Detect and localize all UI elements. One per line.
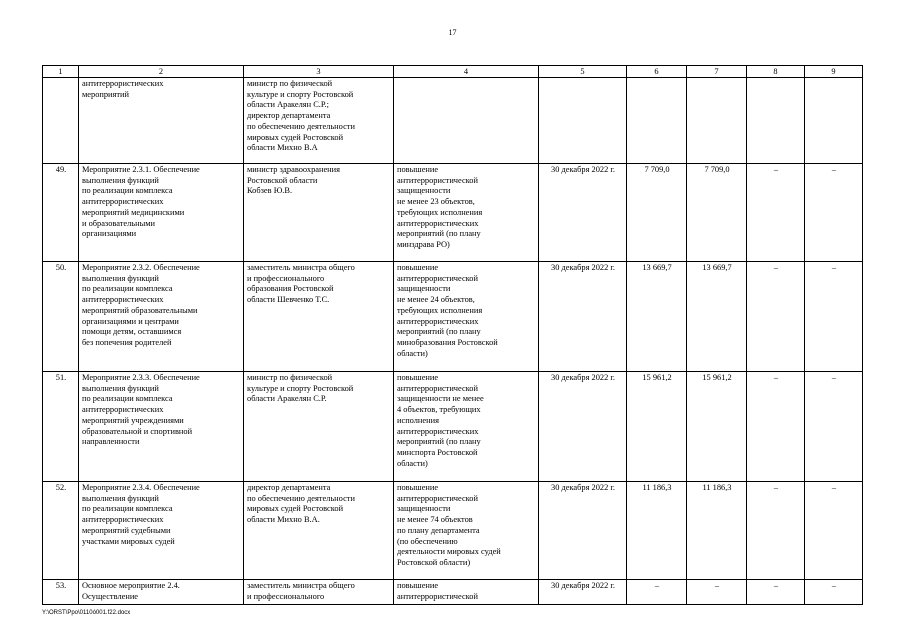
value-col7: 15 961,2 (687, 372, 747, 482)
expected-result: повышение антитеррористической (394, 580, 539, 605)
col-header: 8 (747, 66, 805, 78)
value-col9: – (805, 262, 863, 372)
row-number (43, 78, 79, 164)
value-col9 (805, 78, 863, 164)
deadline: 30 декабря 2022 г. (539, 262, 627, 372)
responsible-executor: заместитель министра общего и профессионального (244, 580, 394, 605)
col-header: 3 (244, 66, 394, 78)
deadline (539, 78, 627, 164)
col-header: 9 (805, 66, 863, 78)
value-col6: 7 709,0 (627, 164, 687, 262)
program-table (42, 65, 863, 605)
table-row (43, 482, 863, 580)
table-row (43, 372, 863, 482)
file-path-footer: Y:\ORST\Ppo\0110ó001.f22.docx (42, 610, 131, 616)
value-col8: – (747, 372, 805, 482)
col-header: 5 (539, 66, 627, 78)
row-number: 49. (43, 164, 79, 262)
col-header: 2 (79, 66, 244, 78)
col-header: 4 (394, 66, 539, 78)
responsible-executor: заместитель министра общего и профессионального образования Ростовской области Шевченко Т.С. (244, 262, 394, 372)
value-col7: 7 709,0 (687, 164, 747, 262)
row-number: 53. (43, 580, 79, 605)
activity-name: Основное мероприятие 2.4. Осуществление (79, 580, 244, 605)
value-col7: 13 669,7 (687, 262, 747, 372)
deadline: 30 декабря 2022 г. (539, 580, 627, 605)
column-number-row (43, 66, 863, 78)
value-col7: – (687, 580, 747, 605)
col-header: 7 (687, 66, 747, 78)
value-col6: – (627, 580, 687, 605)
value-col6 (627, 78, 687, 164)
activity-name: антитеррористических мероприятий (79, 78, 244, 164)
activity-name: Мероприятие 2.3.3. Обеспечение выполнения функций по реализации комплекса антитеррористических мероприятий учреждениями образовательной и спортивной направленности (79, 372, 244, 482)
table-row (43, 164, 863, 262)
expected-result: повышение антитеррористической защищенности не менее 4 объектов, требующих исполнения антитеррористических мероприятий (по плану минспорта Ростовской области) (394, 372, 539, 482)
value-col7 (687, 78, 747, 164)
deadline: 30 декабря 2022 г. (539, 164, 627, 262)
value-col9: – (805, 580, 863, 605)
table-row (43, 262, 863, 372)
activity-name: Мероприятие 2.3.1. Обеспечение выполнения функций по реализации комплекса антитеррористических мероприятий медицинскими и образовательными организациями (79, 164, 244, 262)
col-header: 1 (43, 66, 79, 78)
table-row (43, 78, 863, 164)
value-col9: – (805, 164, 863, 262)
responsible-executor: министр здравоохранения Ростовской области Кобзев Ю.В. (244, 164, 394, 262)
page-number: 17 (448, 28, 457, 37)
value-col9: – (805, 372, 863, 482)
expected-result: повышение антитеррористической защищенности не менее 24 объектов, требующих исполнения антитеррористических мероприятий (по плану минобразования Ростовской области) (394, 262, 539, 372)
value-col8 (747, 78, 805, 164)
deadline: 30 декабря 2022 г. (539, 372, 627, 482)
value-col8: – (747, 164, 805, 262)
value-col6: 11 186,3 (627, 482, 687, 580)
value-col8: – (747, 482, 805, 580)
expected-result: повышение антитеррористической защищенности не менее 23 объектов, требующих исполнения антитеррористических мероприятий (по плану минздрава РО) (394, 164, 539, 262)
value-col6: 15 961,2 (627, 372, 687, 482)
value-col6: 13 669,7 (627, 262, 687, 372)
table-row (43, 580, 863, 605)
deadline: 30 декабря 2022 г. (539, 482, 627, 580)
responsible-executor: министр по физической культуре и спорту Ростовской области Аракелян С.Р. (244, 372, 394, 482)
row-number: 51. (43, 372, 79, 482)
value-col8: – (747, 580, 805, 605)
activity-name: Мероприятие 2.3.2. Обеспечение выполнения функций по реализации комплекса антитеррористических мероприятий образовательными организациями и центрами помощи детям, оставшимся без попечения родителей (79, 262, 244, 372)
activity-name: Мероприятие 2.3.4. Обеспечение выполнения функций по реализации комплекса антитеррористических мероприятий судебными участками мировых судей (79, 482, 244, 580)
row-number: 52. (43, 482, 79, 580)
responsible-executor: министр по физической культуре и спорту Ростовской области Аракелян С.Р.; директор департамента по обеспечению деятельности мировых судей Ростовской области Михно В.А (244, 78, 394, 164)
value-col8: – (747, 262, 805, 372)
value-col7: 11 186,3 (687, 482, 747, 580)
expected-result: повышение антитеррористической защищенности не менее 74 объектов по плану департамента (по обеспечению деятельности мировых судей Ростовской области) (394, 482, 539, 580)
expected-result (394, 78, 539, 164)
col-header: 6 (627, 66, 687, 78)
value-col9: – (805, 482, 863, 580)
row-number: 50. (43, 262, 79, 372)
responsible-executor: директор департамента по обеспечению деятельности мировых судей Ростовской области Михно В.А. (244, 482, 394, 580)
